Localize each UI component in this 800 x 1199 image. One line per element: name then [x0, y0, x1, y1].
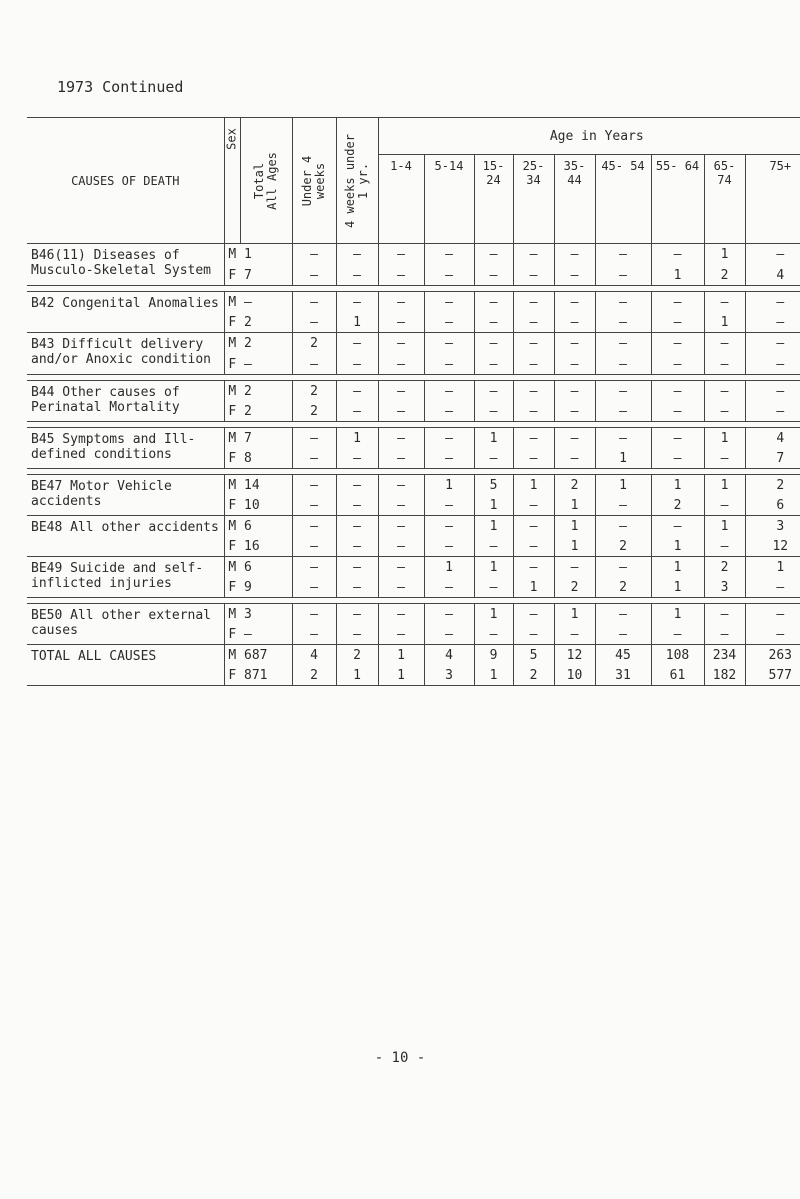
value-cell: –	[651, 381, 704, 402]
value-cell: 1	[595, 475, 651, 496]
value-cell: –	[595, 244, 651, 265]
value-cell: –	[704, 381, 745, 402]
age-header-cell: 25- 34	[513, 155, 554, 244]
value-cell: –	[513, 354, 554, 375]
value-cell: –	[745, 354, 800, 375]
value-cell: 1	[704, 312, 745, 333]
value-cell: 9	[240, 577, 292, 598]
table-row	[27, 516, 800, 537]
value-cell: –	[474, 536, 513, 557]
value-cell: –	[513, 312, 554, 333]
value-cell: –	[378, 557, 424, 578]
value-cell: –	[378, 495, 424, 516]
cause-label: B44 Other causes of Perinatal Mortality	[27, 381, 224, 422]
value-cell: 2	[240, 401, 292, 422]
value-cell: –	[554, 354, 595, 375]
value-cell: 1	[651, 557, 704, 578]
value-cell: 6	[240, 516, 292, 537]
cause-label: BE50 All other external causes	[27, 604, 224, 645]
value-cell: –	[378, 333, 424, 354]
value-cell: –	[378, 448, 424, 469]
sex-cell: M	[224, 333, 240, 354]
value-cell: –	[240, 292, 292, 313]
cause-label: B43 Difficult delivery and/or Anoxic condition	[27, 333, 224, 375]
value-cell: –	[378, 292, 424, 313]
value-cell: 2	[292, 665, 336, 686]
value-cell: –	[424, 333, 474, 354]
sex-cell: F	[224, 577, 240, 598]
value-cell: 1	[651, 475, 704, 496]
value-cell: –	[745, 624, 800, 645]
value-cell: 1	[554, 604, 595, 625]
value-cell: –	[513, 292, 554, 313]
value-cell: 1	[651, 604, 704, 625]
value-cell: –	[336, 354, 378, 375]
value-cell: –	[745, 292, 800, 313]
age-header-cell: 55- 64	[651, 155, 704, 244]
value-cell: –	[595, 312, 651, 333]
sex-cell: M	[224, 475, 240, 496]
value-cell: 2	[704, 557, 745, 578]
value-cell: –	[745, 401, 800, 422]
value-cell: –	[513, 516, 554, 537]
value-cell: –	[474, 312, 513, 333]
value-cell: 2	[745, 475, 800, 496]
value-cell: –	[474, 265, 513, 286]
value-cell: –	[651, 312, 704, 333]
value-cell: 2	[240, 312, 292, 333]
value-cell: 6	[240, 557, 292, 578]
value-cell: 1	[651, 265, 704, 286]
value-cell: –	[513, 536, 554, 557]
value-cell: –	[595, 495, 651, 516]
value-cell: 1	[704, 516, 745, 537]
sex-header: Sex	[224, 118, 240, 244]
value-cell: 1	[704, 428, 745, 449]
value-cell: –	[595, 354, 651, 375]
sex-cell: M	[224, 292, 240, 313]
value-cell: –	[554, 333, 595, 354]
value-cell: –	[292, 577, 336, 598]
age-header-cell: 65- 74	[704, 155, 745, 244]
value-cell: –	[336, 381, 378, 402]
value-cell: –	[651, 516, 704, 537]
value-cell: –	[554, 428, 595, 449]
value-cell: 4	[292, 645, 336, 666]
sex-cell: F	[224, 354, 240, 375]
value-cell: –	[513, 624, 554, 645]
value-cell: 182	[704, 665, 745, 686]
value-cell: –	[474, 381, 513, 402]
value-cell: 2	[595, 577, 651, 598]
value-cell: –	[292, 495, 336, 516]
value-cell: –	[595, 292, 651, 313]
value-cell: –	[292, 624, 336, 645]
value-cell: –	[424, 495, 474, 516]
value-cell: –	[474, 448, 513, 469]
value-cell: –	[651, 448, 704, 469]
value-cell: 2	[554, 577, 595, 598]
value-cell: –	[554, 244, 595, 265]
value-cell: –	[424, 292, 474, 313]
value-cell: –	[651, 292, 704, 313]
age-header-cell: 1-4	[378, 155, 424, 244]
value-cell: 1	[336, 428, 378, 449]
value-cell: –	[292, 354, 336, 375]
cause-label: TOTAL ALL CAUSES	[27, 645, 224, 686]
value-cell: 2	[554, 475, 595, 496]
value-cell: –	[292, 265, 336, 286]
sex-cell: M	[224, 428, 240, 449]
value-cell: 10	[240, 495, 292, 516]
value-cell: –	[292, 604, 336, 625]
value-cell: –	[651, 244, 704, 265]
value-cell: –	[513, 448, 554, 469]
value-cell: –	[704, 292, 745, 313]
value-cell: 1	[424, 557, 474, 578]
sex-cell: M	[224, 381, 240, 402]
value-cell: 8	[240, 448, 292, 469]
value-cell: 1	[378, 665, 424, 686]
value-cell: 7	[240, 428, 292, 449]
weeks4-header: 4 weeks under 1 yr.	[336, 118, 378, 244]
under4-header: Under 4 weeks	[292, 118, 336, 244]
value-cell: –	[240, 624, 292, 645]
sex-cell: M	[224, 604, 240, 625]
value-cell: 61	[651, 665, 704, 686]
value-cell: –	[424, 448, 474, 469]
value-cell: –	[595, 516, 651, 537]
value-cell: 234	[704, 645, 745, 666]
value-cell: –	[336, 557, 378, 578]
value-cell: 3	[424, 665, 474, 686]
sex-cell: F	[224, 265, 240, 286]
value-cell: –	[554, 312, 595, 333]
value-cell: –	[378, 428, 424, 449]
value-cell: 1	[474, 557, 513, 578]
age-group-header: Age in Years	[378, 118, 800, 155]
value-cell: –	[378, 624, 424, 645]
value-cell: 2	[240, 333, 292, 354]
sex-cell: M	[224, 244, 240, 265]
value-cell: 7	[745, 448, 800, 469]
value-cell: –	[474, 401, 513, 422]
value-cell: –	[424, 354, 474, 375]
value-cell: –	[595, 557, 651, 578]
value-cell: 12	[554, 645, 595, 666]
sex-cell: F	[224, 312, 240, 333]
value-cell: 4	[745, 265, 800, 286]
value-cell: –	[554, 292, 595, 313]
value-cell: 45	[595, 645, 651, 666]
age-header-cell: 5-14	[424, 155, 474, 244]
value-cell: –	[595, 333, 651, 354]
value-cell: 1	[474, 665, 513, 686]
table-row	[27, 475, 800, 496]
table-row	[27, 292, 800, 313]
sex-cell: F	[224, 536, 240, 557]
value-cell: –	[595, 401, 651, 422]
value-cell: 3	[240, 604, 292, 625]
value-cell: –	[424, 401, 474, 422]
value-cell: 14	[240, 475, 292, 496]
value-cell: –	[424, 312, 474, 333]
value-cell: –	[704, 604, 745, 625]
value-cell: 2	[336, 645, 378, 666]
value-cell: –	[336, 577, 378, 598]
value-cell: 7	[240, 265, 292, 286]
causes-header: CAUSES OF DEATH	[27, 118, 224, 244]
value-cell: –	[474, 292, 513, 313]
value-cell: –	[595, 624, 651, 645]
value-cell: 2	[595, 536, 651, 557]
table-row	[27, 645, 800, 666]
table-row	[27, 557, 800, 578]
value-cell: –	[336, 333, 378, 354]
value-cell: –	[651, 333, 704, 354]
value-cell: –	[474, 624, 513, 645]
value-cell: –	[745, 333, 800, 354]
value-cell: –	[378, 577, 424, 598]
value-cell: 577	[745, 665, 800, 686]
value-cell: –	[424, 577, 474, 598]
value-cell: 687	[240, 645, 292, 666]
value-cell: –	[595, 428, 651, 449]
value-cell: –	[595, 265, 651, 286]
value-cell: –	[336, 604, 378, 625]
age-header-cell: 75+	[745, 155, 800, 244]
value-cell: 3	[745, 516, 800, 537]
value-cell: 2	[292, 381, 336, 402]
value-cell: –	[336, 401, 378, 422]
value-cell: –	[554, 557, 595, 578]
value-cell: –	[292, 448, 336, 469]
value-cell: –	[336, 536, 378, 557]
value-cell: –	[595, 604, 651, 625]
value-cell: –	[378, 312, 424, 333]
value-cell: –	[554, 448, 595, 469]
value-cell: –	[651, 401, 704, 422]
value-cell: –	[595, 381, 651, 402]
value-cell: 1	[704, 475, 745, 496]
sex-cell: F	[224, 624, 240, 645]
value-cell: –	[745, 312, 800, 333]
value-cell: –	[292, 475, 336, 496]
value-cell: –	[424, 604, 474, 625]
value-cell: 1	[704, 244, 745, 265]
value-cell: 4	[424, 645, 474, 666]
value-cell: –	[424, 624, 474, 645]
value-cell: 2	[292, 333, 336, 354]
value-cell: 2	[651, 495, 704, 516]
table-row	[27, 381, 800, 402]
table-row	[27, 604, 800, 625]
value-cell: 1	[474, 428, 513, 449]
value-cell: –	[336, 475, 378, 496]
value-cell: 1	[554, 536, 595, 557]
value-cell: 2	[704, 265, 745, 286]
value-cell: –	[474, 354, 513, 375]
sex-cell: F	[224, 495, 240, 516]
cause-label: BE49 Suicide and self-inflicted injuries	[27, 557, 224, 598]
sex-cell: F	[224, 665, 240, 686]
value-cell: –	[424, 516, 474, 537]
value-cell: –	[704, 536, 745, 557]
value-cell: 16	[240, 536, 292, 557]
value-cell: –	[513, 244, 554, 265]
value-cell: 3	[704, 577, 745, 598]
value-cell: –	[336, 292, 378, 313]
value-cell: 10	[554, 665, 595, 686]
value-cell: 1	[745, 557, 800, 578]
value-cell: –	[651, 624, 704, 645]
value-cell: 1	[651, 577, 704, 598]
page-number: - 10 -	[374, 1050, 426, 1066]
value-cell: 1	[513, 577, 554, 598]
value-cell: –	[513, 428, 554, 449]
value-cell: –	[292, 557, 336, 578]
value-cell: 12	[745, 536, 800, 557]
table-body	[27, 244, 800, 686]
value-cell: –	[554, 624, 595, 645]
value-cell: 1	[240, 244, 292, 265]
value-cell: –	[424, 381, 474, 402]
value-cell: –	[378, 516, 424, 537]
value-cell: –	[554, 381, 595, 402]
value-cell: –	[651, 428, 704, 449]
value-cell: –	[513, 557, 554, 578]
value-cell: –	[378, 475, 424, 496]
value-cell: 871	[240, 665, 292, 686]
value-cell: 1	[595, 448, 651, 469]
sex-cell: F	[224, 448, 240, 469]
sex-cell: F	[224, 401, 240, 422]
value-cell: 2	[292, 401, 336, 422]
sex-cell: M	[224, 557, 240, 578]
value-cell: –	[378, 244, 424, 265]
mortality-table	[27, 117, 800, 686]
value-cell: –	[745, 604, 800, 625]
value-cell: –	[704, 354, 745, 375]
value-cell: 1	[336, 665, 378, 686]
value-cell: –	[336, 495, 378, 516]
value-cell: –	[240, 354, 292, 375]
value-cell: 2	[513, 665, 554, 686]
value-cell: –	[704, 448, 745, 469]
value-cell: 1	[424, 475, 474, 496]
value-cell: –	[704, 495, 745, 516]
value-cell: –	[474, 577, 513, 598]
value-cell: –	[474, 333, 513, 354]
value-cell: –	[424, 265, 474, 286]
value-cell: –	[424, 536, 474, 557]
value-cell: –	[292, 428, 336, 449]
value-cell: 6	[745, 495, 800, 516]
value-cell: 5	[513, 645, 554, 666]
value-cell: 1	[474, 604, 513, 625]
value-cell: 108	[651, 645, 704, 666]
value-cell: –	[513, 265, 554, 286]
cause-label: B45 Symptoms and Ill-defined conditions	[27, 428, 224, 469]
value-cell: 1	[554, 516, 595, 537]
value-cell: –	[336, 624, 378, 645]
value-cell: 1	[554, 495, 595, 516]
age-header-cell: 45- 54	[595, 155, 651, 244]
value-cell: –	[378, 265, 424, 286]
sex-cell: M	[224, 516, 240, 537]
table-row	[27, 333, 800, 354]
value-cell: –	[336, 265, 378, 286]
value-cell: –	[554, 401, 595, 422]
value-cell: –	[424, 244, 474, 265]
value-cell: –	[378, 381, 424, 402]
value-cell: –	[292, 516, 336, 537]
value-cell: –	[336, 244, 378, 265]
value-cell: –	[554, 265, 595, 286]
cause-label: BE47 Motor Vehicle accidents	[27, 475, 224, 516]
value-cell: 1	[378, 645, 424, 666]
cause-label: B46(11) Diseases of Musculo-Skeletal System	[27, 244, 224, 286]
value-cell: 5	[474, 475, 513, 496]
value-cell: –	[292, 244, 336, 265]
value-cell: –	[513, 401, 554, 422]
value-cell: –	[336, 448, 378, 469]
value-cell: –	[378, 536, 424, 557]
value-cell: –	[424, 428, 474, 449]
value-cell: –	[704, 333, 745, 354]
value-cell: –	[513, 381, 554, 402]
value-cell: –	[513, 495, 554, 516]
value-cell: –	[378, 604, 424, 625]
sex-cell: M	[224, 645, 240, 666]
table-row	[27, 244, 800, 265]
age-header-cell: 15- 24	[474, 155, 513, 244]
value-cell: –	[704, 624, 745, 645]
value-cell: –	[474, 244, 513, 265]
value-cell: –	[704, 401, 745, 422]
value-cell: –	[745, 244, 800, 265]
value-cell: –	[292, 292, 336, 313]
table-row	[27, 428, 800, 449]
age-header-cell: 35- 44	[554, 155, 595, 244]
value-cell: 2	[240, 381, 292, 402]
total-header: Total All Ages	[240, 118, 292, 244]
value-cell: –	[378, 401, 424, 422]
value-cell: –	[745, 577, 800, 598]
value-cell: –	[651, 354, 704, 375]
value-cell: 1	[474, 516, 513, 537]
cause-label: BE48 All other accidents	[27, 516, 224, 557]
value-cell: 31	[595, 665, 651, 686]
value-cell: –	[513, 333, 554, 354]
value-cell: 1	[336, 312, 378, 333]
value-cell: –	[378, 354, 424, 375]
value-cell: 1	[474, 495, 513, 516]
value-cell: –	[292, 536, 336, 557]
page-heading: 1973 Continued	[57, 78, 184, 96]
value-cell: 9	[474, 645, 513, 666]
value-cell: 1	[513, 475, 554, 496]
value-cell: 4	[745, 428, 800, 449]
value-cell: 1	[651, 536, 704, 557]
cause-label: B42 Congenital Anomalies	[27, 292, 224, 333]
value-cell: –	[336, 516, 378, 537]
value-cell: –	[292, 312, 336, 333]
value-cell: –	[513, 604, 554, 625]
value-cell: –	[745, 381, 800, 402]
value-cell: 263	[745, 645, 800, 666]
